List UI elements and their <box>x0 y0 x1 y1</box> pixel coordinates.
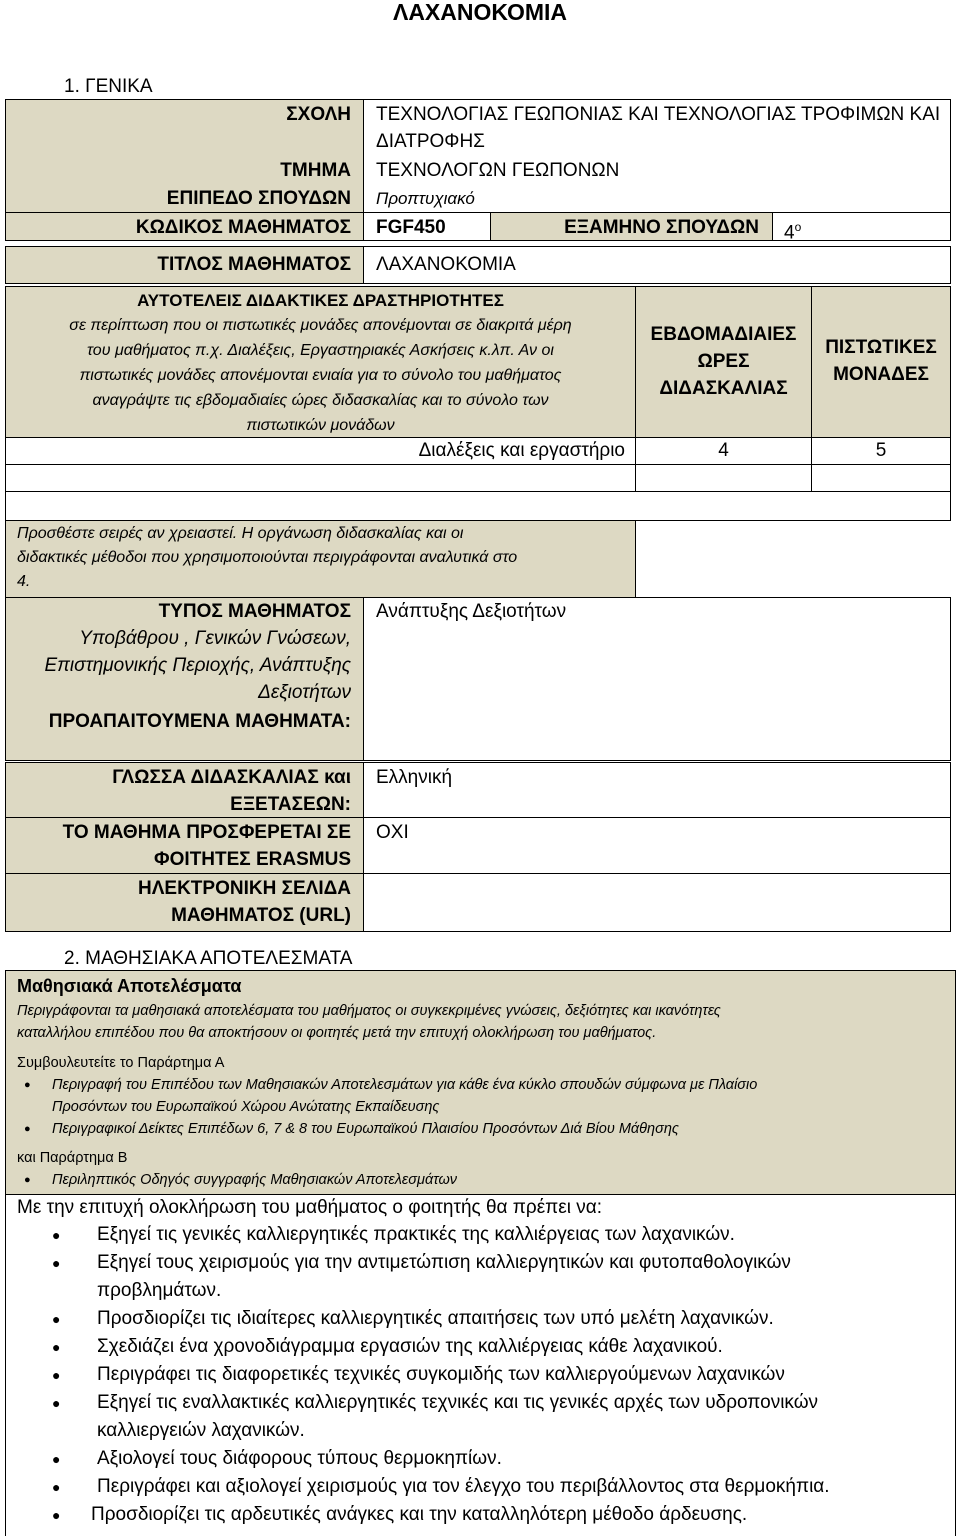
list-item-line: Περιληπτικός Οδηγός συγγραφής Μαθησιακών Αποτελεσμάτων <box>52 1172 457 1188</box>
description-line: καταλλήλου επιπέδου που θα αποκτήσουν οι φοιτητές μετά την επιτυχή ολοκλήρωση του μαθήματος. <box>17 1025 657 1041</box>
appendix-a-list <box>24 1074 944 1140</box>
credits-heading <box>811 334 951 388</box>
course-type-hint: Δεξιοτήτων <box>258 682 351 703</box>
activities-note <box>5 313 636 438</box>
semester-number: 4 <box>784 222 795 244</box>
activity-hours: 4 <box>718 440 729 461</box>
bullet-icon: ● <box>52 1395 61 1411</box>
list-item-line: Προσδιορίζει τις αρδευτικές ανάγκες και την καταλληλότερη μέθοδο άρδευσης. <box>91 1504 748 1525</box>
list-item-line: προβλημάτων. <box>97 1280 222 1301</box>
row-divider <box>5 212 951 213</box>
activity-credits: 5 <box>875 440 887 461</box>
bullet-icon: ● <box>52 1227 61 1243</box>
bullet-icon: ● <box>52 1255 61 1271</box>
language-value: Ελληνική <box>376 767 453 788</box>
course-type-value: Ανάπτυξης Δεξιοτήτων <box>376 601 567 622</box>
bullet-icon: ● <box>24 1174 31 1186</box>
bullet-icon: ● <box>52 1367 61 1383</box>
semester-ordinal: ο <box>794 220 802 234</box>
page-title: ΛΑΧΑΝΟΚΟΜΙΑ <box>392 0 567 25</box>
list-item <box>52 1361 942 1389</box>
list-item <box>52 1445 942 1473</box>
list-item-line: Περιγράφει και αξιολογεί χειρισμούς για τον έλεγχο του περιβάλλοντος στα θερμοκήπια. <box>97 1476 830 1497</box>
activities-note-line: πιστωτικών μονάδων <box>246 417 395 434</box>
list-item-line: Σχεδιάζει ένα χρονοδιάγραμμα εργασιών της καλλιέργειας κάθε λαχανικού. <box>97 1336 723 1357</box>
section-2-heading: 2. ΜΑΘΗΣΙΑΚΑ ΑΠΟΤΕΛΕΣΜΑΤΑ <box>64 948 353 969</box>
outcomes-intro: Με την επιτυχή ολοκλήρωση του μαθήματος ο φοιτητής θα πρέπει να: <box>17 1197 603 1218</box>
list-item-line: Προσδιορίζει τις ιδιαίτερες καλλιεργητικές απαιτήσεις των υπό μελέτη λαχανικών. <box>97 1308 774 1329</box>
activity-name: Διαλέξεις και εργαστήριο <box>418 440 625 461</box>
list-item <box>52 1249 942 1305</box>
activities-note-line: πιστωτικές μονάδες απονέμονται ενιαία για το σύνολο του μαθήματος <box>79 367 562 384</box>
semester-label: ΕΞΑΜΗΝΟ ΣΠΟΥΔΩΝ <box>564 217 759 238</box>
weekly-hours-heading-line: ΩΡΕΣ <box>697 351 750 372</box>
list-item-line: καλλιεργειών λαχανικών. <box>97 1420 305 1441</box>
empty-hours-cell <box>635 464 812 492</box>
learning-outcomes-description <box>17 1000 947 1044</box>
appendix-b-list <box>24 1169 944 1191</box>
appendix-b-note: και Παράρτημα Β <box>17 1150 128 1166</box>
spacer-row <box>5 491 951 521</box>
list-item <box>52 1305 942 1333</box>
section-1-heading: 1. ΓΕΝΙΚΑ <box>64 76 153 97</box>
list-item <box>52 1389 942 1445</box>
list-item <box>52 1221 942 1249</box>
empty-credits-cell <box>811 464 951 492</box>
study-level-label: ΕΠΙΠΕΔΟ ΣΠΟΥΔΩΝ <box>166 188 351 209</box>
language-label-line: ΕΞΕΤΑΣΕΩΝ: <box>230 794 351 815</box>
course-type-label: ΤΥΠΟΣ ΜΑΘΗΜΑΤΟΣ <box>158 601 351 622</box>
weekly-hours-heading-line: ΔΙΔΑΣΚΑΛΙΑΣ <box>659 378 788 399</box>
course-code-value: FGF450 <box>376 217 446 238</box>
school-label: ΣΧΟΛΗ <box>286 104 351 125</box>
empty-activity-cell <box>5 464 636 492</box>
list-item-line: Εξηγεί τις εναλλακτικές καλλιεργητικές τεχνικές και τις γενικές αρχές των υδροπονικών <box>97 1392 819 1413</box>
list-item <box>52 1333 942 1361</box>
course-title-label: ΤΙΤΛΟΣ ΜΑΘΗΜΑΤΟΣ <box>157 254 351 275</box>
list-item-line: Περιγραφή του Επιπέδου των Μαθησιακών Αποτελεσμάτων για κάθε ένα κύκλο σπουδών σύμφωνα με Πλαίσιο <box>52 1077 758 1093</box>
school-value: ΤΕΧΝΟΛΟΓΙΑΣ ΓΕΩΠΟΝΙΑΣ ΚΑΙ ΤΕΧΝΟΛΟΓΙΑΣ ΤΡΟΦΙΜΩΝ ΚΑΙ ΔΙΑΤΡΟΦΗΣ <box>376 104 941 152</box>
bullet-icon: ● <box>24 1123 31 1135</box>
course-title-value: ΛΑΧΑΝΟΚΟΜΙΑ <box>376 254 516 275</box>
activities-note-line: αναγράψτε τις εβδομαδιαίες ώρες διδασκαλίας και το σύνολο των <box>92 392 549 409</box>
weekly-hours-heading <box>635 321 812 402</box>
list-item-line: Περιγραφικοί Δείκτες Επιπέδων 6, 7 & 8 του Ευρωπαϊκού Πλαισίου Προσόντων Διά Βίου Μάθησης <box>52 1121 679 1137</box>
erasmus-value: ΟΧΙ <box>376 822 409 843</box>
study-level-value: Προπτυχιακό <box>376 189 475 208</box>
weekly-hours-heading-line: ΕΒΔΟΜΑΔΙΑΙΕΣ <box>650 324 797 345</box>
url-label-line: ΜΑΘΗΜΑΤΟΣ (URL) <box>171 905 351 926</box>
outcomes-list <box>52 1221 942 1529</box>
course-code-label: ΚΩΔΙΚΟΣ ΜΑΘΗΜΑΤΟΣ <box>135 217 351 238</box>
bullet-icon: ● <box>24 1079 31 1091</box>
list-item-line: Εξηγεί τις γενικές καλλιεργητικές πρακτικές της καλλιέργειας των λαχανικών. <box>97 1224 735 1245</box>
appendix-a-note: Συμβουλευτείτε το Παράρτημα Α <box>17 1055 225 1071</box>
activities-note-line: σε περίπτωση που οι πιστωτικές μονάδες απονέμονται σε διακριτά μέρη <box>69 317 572 334</box>
erasmus-divider <box>5 873 951 874</box>
add-rows-note <box>17 522 632 594</box>
list-item-line: Περιγράφει τις διαφορετικές τεχνικές συγκομιδής των καλλιεργούμενων λαχανικών <box>97 1364 785 1385</box>
list-item <box>24 1074 944 1118</box>
credits-heading-line: ΠΙΣΤΩΤΙΚΕΣ <box>825 337 937 358</box>
list-item-line: Εξηγεί τους χειρισμούς για την αντιμετώπιση καλλιεργητικών και φυτοπαθολογικών <box>97 1252 791 1273</box>
bullet-icon: ● <box>52 1451 61 1467</box>
list-item <box>52 1473 942 1501</box>
list-item <box>52 1501 942 1529</box>
url-label <box>5 875 351 929</box>
department-label: ΤΜΗΜΑ <box>280 160 351 181</box>
course-type-label-block <box>5 598 351 706</box>
activities-heading: ΑΥΤΟΤΕΛΕΙΣ ΔΙΔΑΚΤΙΚΕΣ ΔΡΑΣΤΗΡΙΟΤΗΤΕΣ <box>137 291 504 310</box>
list-item <box>24 1118 944 1140</box>
learning-outcomes-title: Μαθησιακά Αποτελέσματα <box>17 976 242 996</box>
erasmus-label-line: ΤΟ ΜΑΘΗΜΑ ΠΡΟΣΦΕΡΕΤΑΙ ΣΕ <box>62 822 351 843</box>
semester-value-divider <box>772 212 773 241</box>
bullet-icon: ● <box>52 1311 61 1327</box>
add-rows-note-line: διδακτικές μέθοδοι που χρησιμοποιούνται περιγράφονται αναλυτικά στο <box>17 549 518 566</box>
credits-heading-line: ΜΟΝΑΔΕΣ <box>833 364 929 385</box>
list-item <box>24 1169 944 1191</box>
department-value: ΤΕΧΝΟΛΟΓΩΝ ΓΕΩΠΟΝΩΝ <box>376 160 620 181</box>
description-line: Περιγράφονται τα μαθησιακά αποτελέσματα του μαθήματος οι συγκεκριμένες γνώσεις, δεξιότητες και ικανότητες <box>17 1003 721 1019</box>
url-label-line: ΗΛΕΚΤΡΟΝΙΚΗ ΣΕΛΙΔΑ <box>138 878 351 899</box>
list-item-line: Αξιολογεί τους διάφορους τύπους θερμοκηπίων. <box>97 1448 502 1469</box>
bullet-icon: ● <box>52 1479 61 1495</box>
erasmus-label-line: ΦΟΙΤΗΤΕΣ ERASMUS <box>154 849 351 870</box>
erasmus-label <box>5 819 351 873</box>
language-label <box>5 764 351 818</box>
course-type-hint: Υποβάθρου , Γενικών Γνώσεων, <box>79 628 351 649</box>
bullet-icon: ● <box>52 1507 61 1523</box>
prerequisites-label: ΠΡΟΑΠΑΙΤΟΥΜΕΝΑ ΜΑΘΗΜΑΤΑ: <box>48 711 351 732</box>
add-rows-note-line: 4. <box>17 573 31 590</box>
course-type-hint: Επιστημονικής Περιοχής, Ανάπτυξης <box>44 655 351 676</box>
activities-note-line: του μαθήματος π.χ. Διαλέξεις, Εργαστηριακές Ασκήσεις κ.λπ. Αν οι <box>87 342 554 359</box>
semester-value <box>784 214 801 246</box>
bullet-icon: ● <box>52 1339 61 1355</box>
list-item-line: Προσόντων του Ευρωπαϊκού Χώρου Ανώτατης Εκπαίδευσης <box>52 1099 440 1115</box>
language-label-line: ΓΛΩΣΣΑ ΔΙΔΑΣΚΑΛΙΑΣ και <box>112 767 351 788</box>
add-rows-note-line: Προσθέστε σειρές αν χρειαστεί. Η οργάνωση διδασκαλίας και οι <box>17 525 464 542</box>
